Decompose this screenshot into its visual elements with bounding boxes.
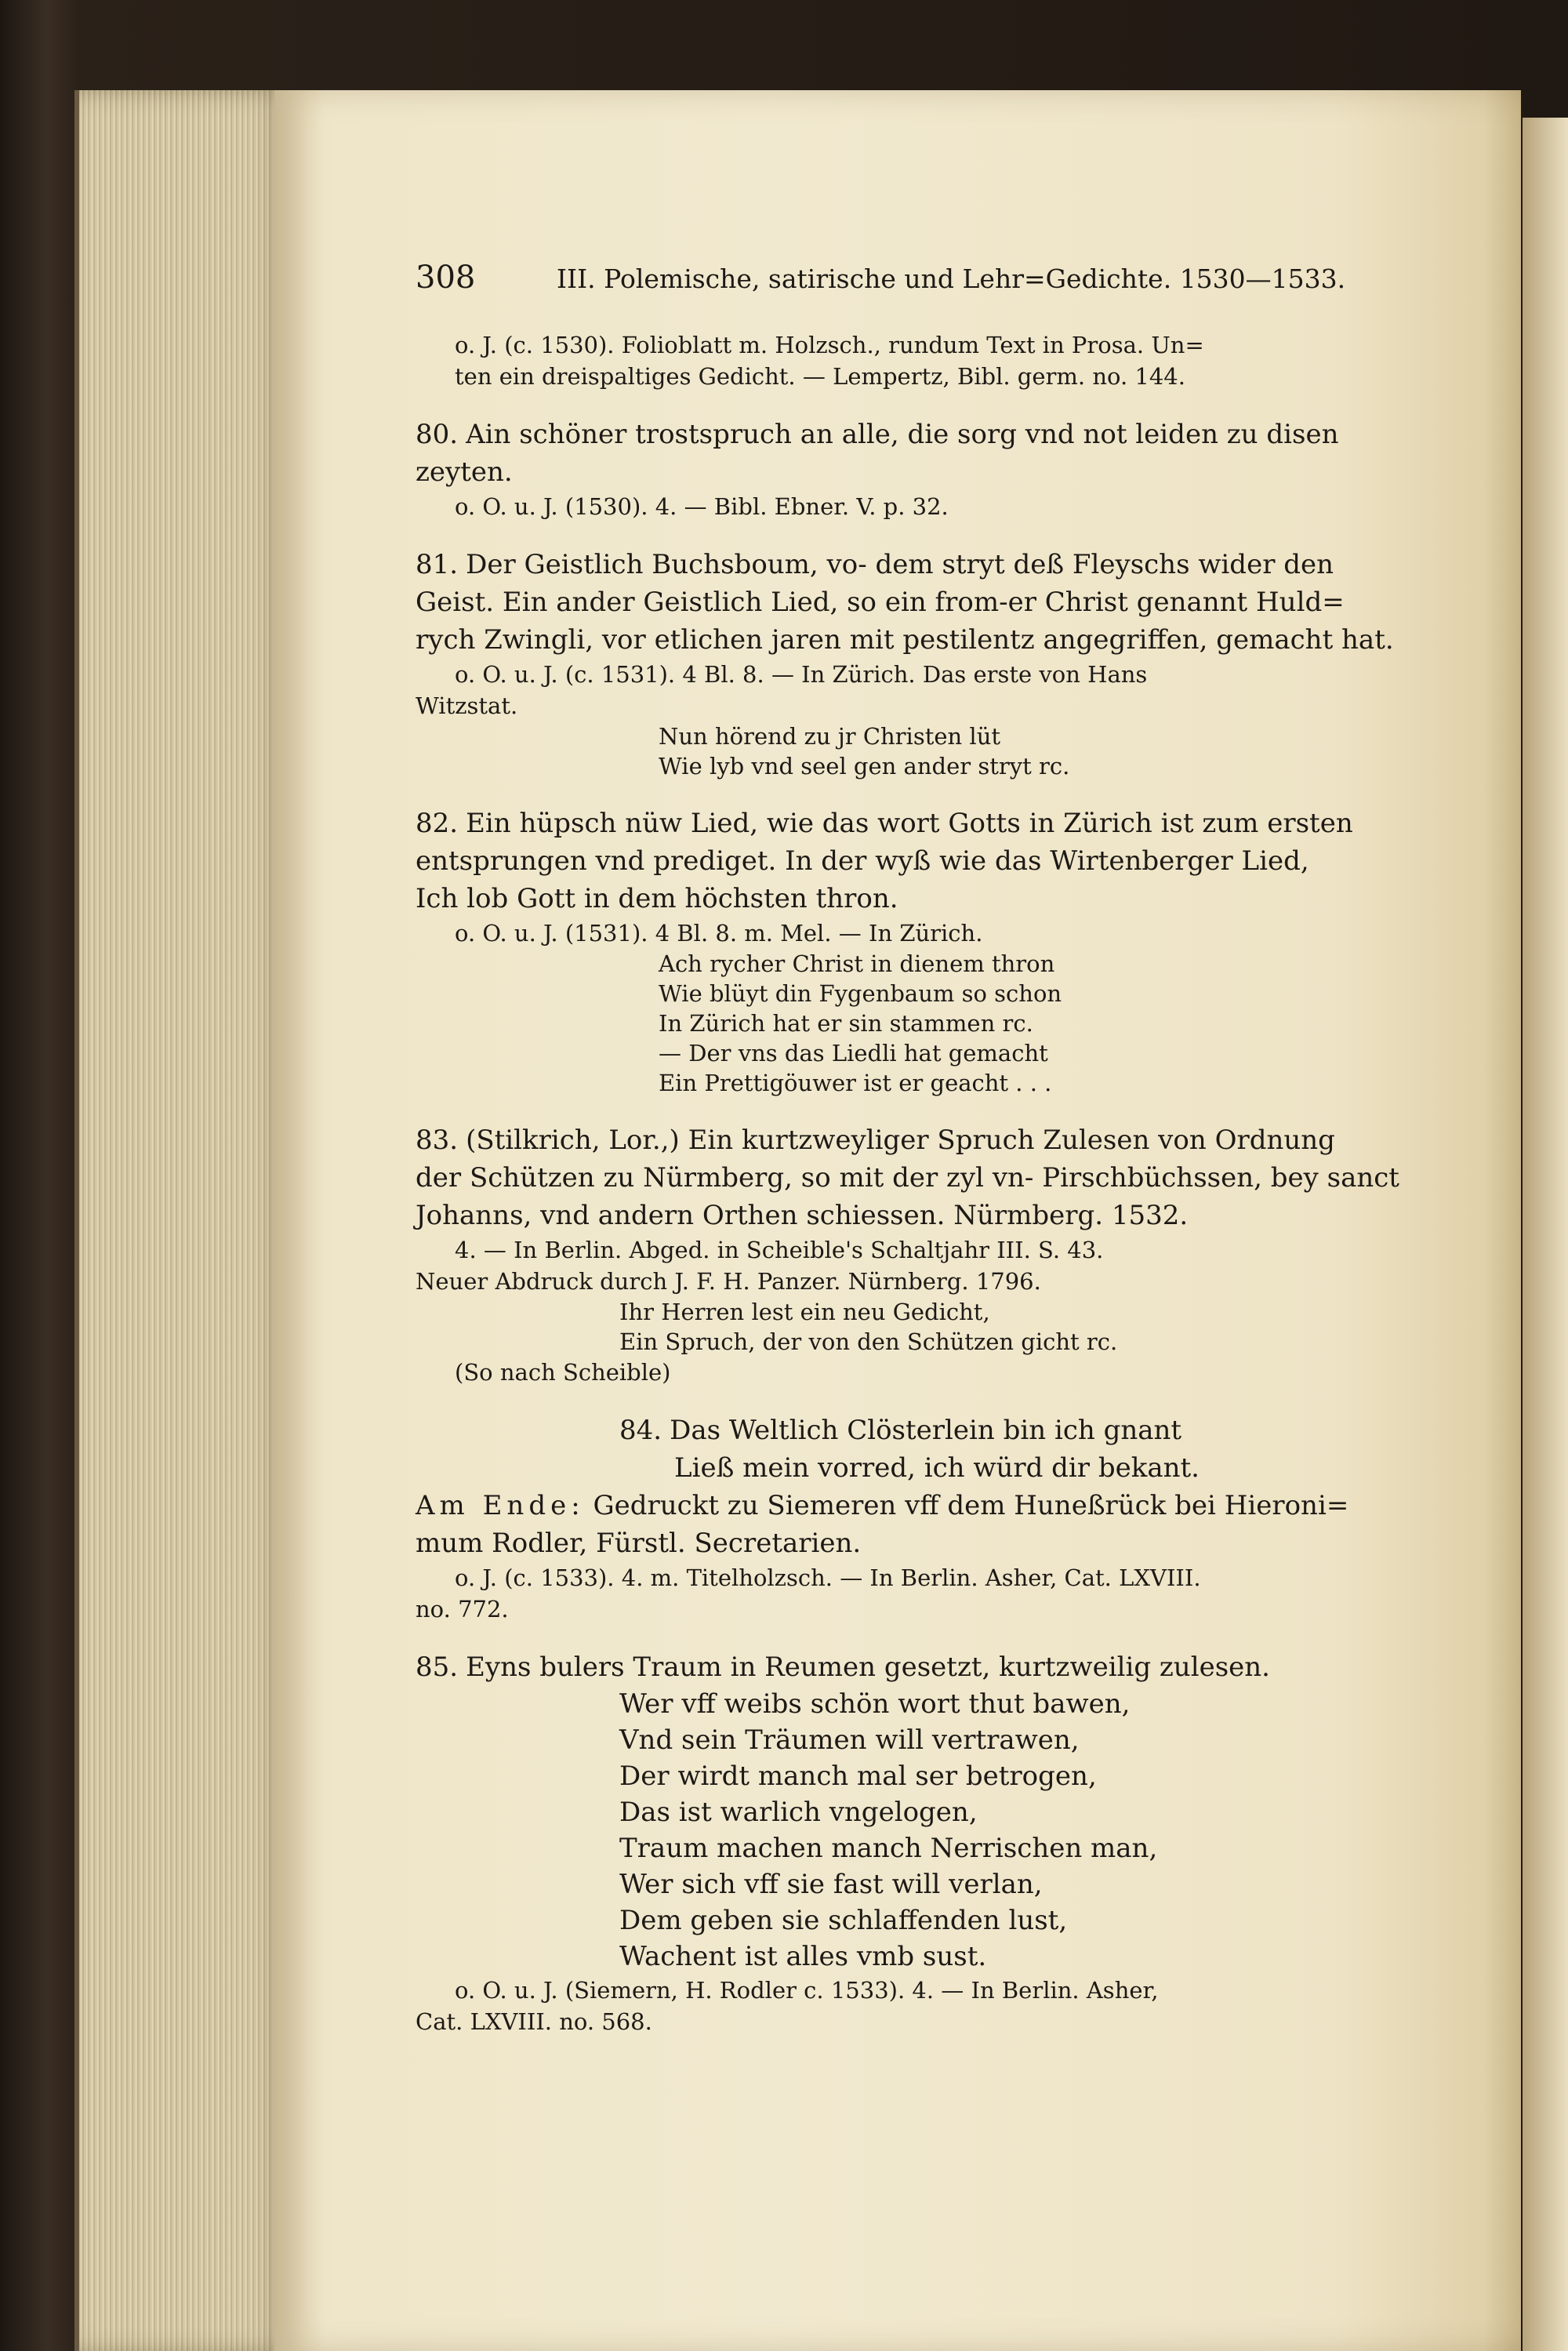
running-header bbox=[416, 259, 1458, 306]
verse-line: Dem geben sie schlaffenden lust, bbox=[619, 1905, 1068, 1936]
verse-line: Ein Spruch, der von den Schützen gicht rc. bbox=[619, 1328, 1118, 1355]
verse-line: — Der vns das Liedli hat gemacht bbox=[659, 1040, 1048, 1066]
entry-79-tail bbox=[416, 329, 1458, 392]
entry-title: Der Geistlich Buchsboum, vo- dem stryt deß Fleyschs wider den bbox=[466, 549, 1334, 580]
entry-number: 85. bbox=[416, 1652, 459, 1683]
entry-verse bbox=[416, 1686, 1458, 1975]
entry-imprint: Witzstat. bbox=[416, 692, 518, 719]
entry-number: 83. bbox=[416, 1125, 459, 1156]
entry-title: zeyten. bbox=[416, 456, 513, 488]
colophon-label: Am Ende: bbox=[416, 1490, 585, 1521]
entry-imprint: o. O. u. J. (1530). 4. — Bibl. Ebner. V. p. 32. bbox=[455, 493, 949, 520]
entry-title: (Stilkrich, Lor.,) Ein kurtzweyliger Spruch Zulesen von Ordnung bbox=[466, 1125, 1335, 1156]
entry-title: Das Weltlich Clösterlein bin ich gnant bbox=[670, 1415, 1182, 1446]
entry-title: Ein hüpsch nüw Lied, wie das wort Gotts in Zürich ist zum ersten bbox=[466, 808, 1353, 839]
entry-79-line: o. J. (c. 1530). Folioblatt m. Holzsch., rundum Text in Prosa. Un= bbox=[455, 332, 1204, 358]
entry-82 bbox=[416, 805, 1458, 1098]
entry-80 bbox=[416, 416, 1458, 522]
entry-title: Ain schöner trostspruch an alle, die sorg vnd not leiden zu disen bbox=[466, 419, 1339, 450]
entry-title: Geist. Ein ander Geistlich Lied, so ein from-er Christ genannt Huld= bbox=[416, 587, 1345, 618]
page-content bbox=[416, 259, 1458, 2037]
verse-line: Wer vff weibs schön wort thut bawen, bbox=[619, 1688, 1131, 1720]
verse-line: Wie blüyt din Fygenbaum so schon bbox=[659, 980, 1062, 1007]
entry-title: Johanns, vnd andern Orthen schiessen. Nürmberg. 1532. bbox=[416, 1200, 1189, 1231]
entry-imprint: o. O. u. J. (1531). 4 Bl. 8. m. Mel. — In Zürich. bbox=[455, 920, 983, 947]
entry-number: 81. bbox=[416, 549, 459, 580]
verse-line: Wer sich vff sie fast will verlan, bbox=[619, 1869, 1043, 1900]
running-head: III. Polemische, satirische und Lehr=Gedichte. 1530—1533. bbox=[557, 263, 1346, 294]
verse-line: Wachent ist alles vmb sust. bbox=[619, 1941, 987, 1972]
verse-line: Wie lyb vnd seel gen ander stryt rc. bbox=[659, 753, 1070, 779]
verse-line: In Zürich hat er sin stammen rc. bbox=[659, 1010, 1033, 1037]
verse-line: Ihr Herren lest ein neu Gedicht, bbox=[619, 1299, 990, 1325]
entry-source-note: (So nach Scheible) bbox=[455, 1359, 671, 1386]
verse-line: Traum machen manch Nerrischen man, bbox=[619, 1833, 1158, 1864]
entry-title: rych Zwingli, vor etlichen jaren mit pestilentz angegriffen, gemacht hat. bbox=[416, 624, 1394, 656]
verse-line: Ein Prettigöuwer ist er geacht . . . bbox=[659, 1070, 1052, 1096]
entry-number: 80. bbox=[416, 419, 459, 450]
entry-imprint: o. O. u. J. (c. 1531). 4 Bl. 8. — In Zürich. Das erste von Hans bbox=[455, 661, 1148, 688]
entry-verse bbox=[416, 1297, 1458, 1357]
colophon-text: mum Rodler, Fürstl. Secretarien. bbox=[416, 1528, 862, 1559]
facing-page-edge bbox=[1523, 118, 1568, 2351]
entry-81 bbox=[416, 546, 1458, 781]
verse-line: Vnd sein Träumen will vertrawen, bbox=[619, 1724, 1080, 1756]
page-edges bbox=[74, 90, 291, 2351]
colophon-text: Gedruckt zu Siemeren vff dem Huneßrück bei Hieroni= bbox=[593, 1490, 1349, 1521]
verse-line: Der wirdt manch mal ser betrogen, bbox=[619, 1761, 1097, 1792]
entry-title: entsprungen vnd prediget. In der wyß wie das Wirtenberger Lied, bbox=[416, 845, 1309, 877]
entry-83 bbox=[416, 1121, 1458, 1388]
entry-verse bbox=[416, 721, 1458, 781]
entry-imprint: o. O. u. J. (Siemern, H. Rodler c. 1533). 4. — In Berlin. Asher, bbox=[455, 1977, 1159, 2004]
entry-note: 4. — In Berlin. Abged. in Scheible's Schaltjahr III. S. 43. bbox=[455, 1237, 1104, 1263]
entry-verse bbox=[416, 949, 1458, 1098]
entry-title: der Schützen zu Nürmberg, so mit der zyl vn- Pirschbüchssen, bey sanct bbox=[416, 1162, 1399, 1194]
entry-title: Eyns bulers Traum in Reumen gesetzt, kurtzweilig zulesen. bbox=[466, 1652, 1270, 1683]
entry-imprint: o. J. (c. 1533). 4. m. Titelholzsch. — In Berlin. Asher, Cat. LXVIII. bbox=[455, 1564, 1201, 1591]
entry-title: Ließ mein vorred, ich würd dir bekant. bbox=[674, 1452, 1200, 1484]
entry-84 bbox=[416, 1412, 1458, 1625]
entry-number: 84. bbox=[619, 1415, 662, 1446]
verse-line: Nun hörend zu jr Christen lüt bbox=[659, 723, 1001, 750]
entry-title: Ich lob Gott in dem höchsten thron. bbox=[416, 883, 898, 914]
entry-imprint: no. 772. bbox=[416, 1596, 509, 1622]
entry-79-line: ten ein dreispaltiges Gedicht. — Lempertz, Bibl. germ. no. 144. bbox=[455, 363, 1185, 390]
entry-imprint: Cat. LXVIII. no. 568. bbox=[416, 2008, 652, 2035]
verse-line: Das ist warlich vngelogen, bbox=[619, 1797, 978, 1828]
entry-note: Neuer Abdruck durch J. F. H. Panzer. Nürnberg. 1796. bbox=[416, 1268, 1041, 1295]
entry-number: 82. bbox=[416, 808, 459, 839]
entry-85 bbox=[416, 1648, 1458, 2037]
page-number: 308 bbox=[416, 260, 476, 296]
verse-line: Ach rycher Christ in dienem thron bbox=[659, 950, 1055, 977]
